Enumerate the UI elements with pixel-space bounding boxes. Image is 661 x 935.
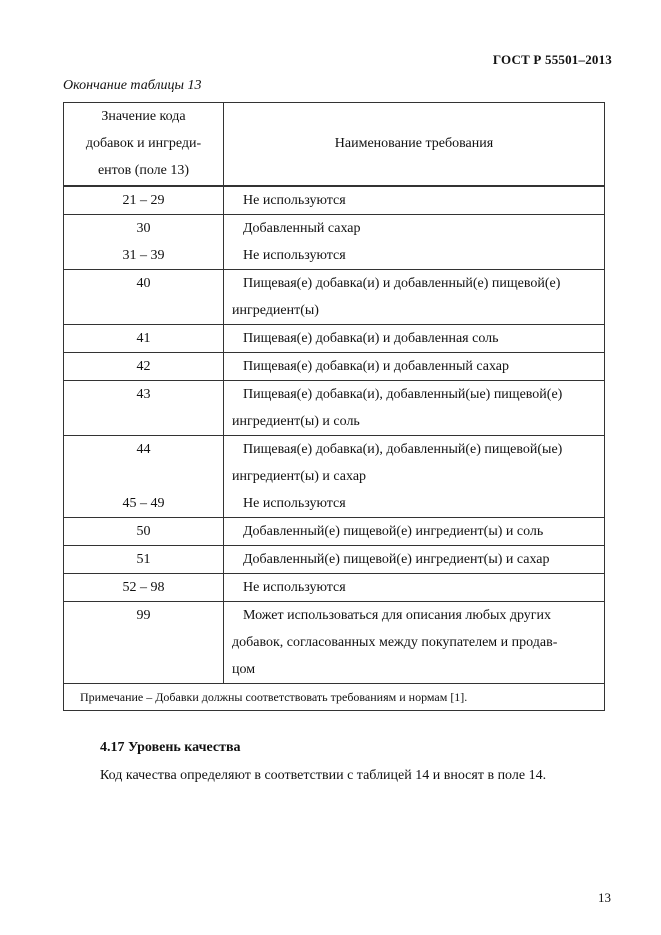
- code-cell: [64, 214, 224, 269]
- requirement-text: Добавленный сахар: [243, 220, 361, 236]
- table-header-row: [64, 103, 605, 186]
- code-value: 40: [136, 275, 151, 291]
- code-value: 31 – 39: [122, 247, 165, 263]
- requirement-text: Пищевая(е) добавка(и), добавленный(ые) пищевой(е): [243, 386, 563, 402]
- requirements-table: [63, 102, 605, 711]
- requirement-cell: [224, 380, 605, 435]
- requirement-cell: [224, 269, 605, 324]
- requirement-text: ингредиент(ы) и сахар: [232, 468, 367, 484]
- requirement-text: Не используются: [243, 247, 346, 263]
- code-value: 45 – 49: [122, 495, 165, 511]
- page-number: 13: [598, 890, 611, 905]
- table-row: [64, 545, 605, 573]
- table-row: [64, 435, 605, 517]
- table-caption: Окончание таблицы 13: [63, 78, 202, 93]
- code-cell: [64, 186, 224, 215]
- column-header-code-line: добавок и ингреди-: [85, 136, 202, 151]
- code-cell: [64, 380, 224, 435]
- section-title: 4.17 Уровень качества: [100, 740, 241, 755]
- code-value: 51: [136, 551, 151, 567]
- requirement-text: Пищевая(е) добавка(и) и добавленный сахар: [243, 358, 509, 374]
- code-value: 21 – 29: [122, 192, 165, 208]
- code-value: 52 – 98: [122, 579, 165, 595]
- table-row: [64, 380, 605, 435]
- table-row: [64, 573, 605, 601]
- requirement-text: Пищевая(е) добавка(и), добавленный(е) пищевой(ые): [243, 441, 563, 457]
- column-header-code: [64, 103, 224, 186]
- requirement-cell: [224, 324, 605, 352]
- code-value: 50: [136, 523, 151, 539]
- document-header: ГОСТ Р 55501–2013: [492, 52, 612, 67]
- requirement-text: ингредиент(ы) и соль: [232, 413, 360, 429]
- requirement-cell: [224, 214, 605, 269]
- requirement-text: Не используются: [243, 495, 346, 511]
- requirement-cell: [224, 573, 605, 601]
- code-cell: [64, 573, 224, 601]
- code-cell: [64, 601, 224, 683]
- requirement-text: Добавленный(е) пищевой(е) ингредиент(ы) и соль: [243, 523, 544, 539]
- requirement-text: Добавленный(е) пищевой(е) ингредиент(ы) и сахар: [243, 551, 550, 567]
- requirement-cell: [224, 517, 605, 545]
- section-paragraph: Код качества определяют в соответствии с таблицей 14 и вносят в поле 14.: [100, 768, 547, 783]
- requirement-cell: [224, 352, 605, 380]
- column-header-code-line: ентов (поле 13): [97, 163, 190, 178]
- table-note: Примечание – Добавки должны соответствовать требованиям и нормам [1].: [64, 683, 605, 710]
- code-value: 30: [136, 220, 151, 236]
- code-value: 42: [136, 358, 151, 374]
- code-value: 43: [136, 386, 151, 402]
- table-row: [64, 269, 605, 324]
- requirement-cell: [224, 435, 605, 517]
- code-cell: [64, 352, 224, 380]
- column-header-name: Наименование требования: [224, 103, 605, 186]
- requirement-cell: [224, 186, 605, 215]
- requirement-cell: [224, 601, 605, 683]
- requirement-text: цом: [232, 661, 256, 677]
- table-row: [64, 324, 605, 352]
- table-row: [64, 186, 605, 215]
- requirement-cell: [224, 545, 605, 573]
- code-value: 99: [136, 607, 151, 623]
- requirement-text: Пищевая(е) добавка(и) и добавленная соль: [243, 330, 499, 346]
- requirement-text: Не используются: [243, 579, 346, 595]
- requirement-text: Не используются: [243, 192, 346, 208]
- table-row: [64, 517, 605, 545]
- code-cell: [64, 269, 224, 324]
- requirement-text: ингредиент(ы): [232, 302, 319, 318]
- table-row: [64, 601, 605, 683]
- requirement-text: добавок, согласованных между покупателем и продав-: [232, 634, 558, 650]
- code-value: 41: [136, 330, 151, 346]
- table-row: [64, 352, 605, 380]
- code-cell: [64, 324, 224, 352]
- code-value: 44: [136, 441, 151, 457]
- code-value: [64, 463, 223, 490]
- table-row: [64, 214, 605, 269]
- table-note-row: [64, 683, 605, 710]
- code-cell: [64, 435, 224, 517]
- column-header-code-line: Значение кода: [101, 109, 186, 124]
- requirement-text: Пищевая(е) добавка(и) и добавленный(е) пищевой(е): [243, 275, 561, 291]
- code-cell: [64, 517, 224, 545]
- requirement-text: Может использоваться для описания любых других: [243, 607, 552, 623]
- code-cell: [64, 545, 224, 573]
